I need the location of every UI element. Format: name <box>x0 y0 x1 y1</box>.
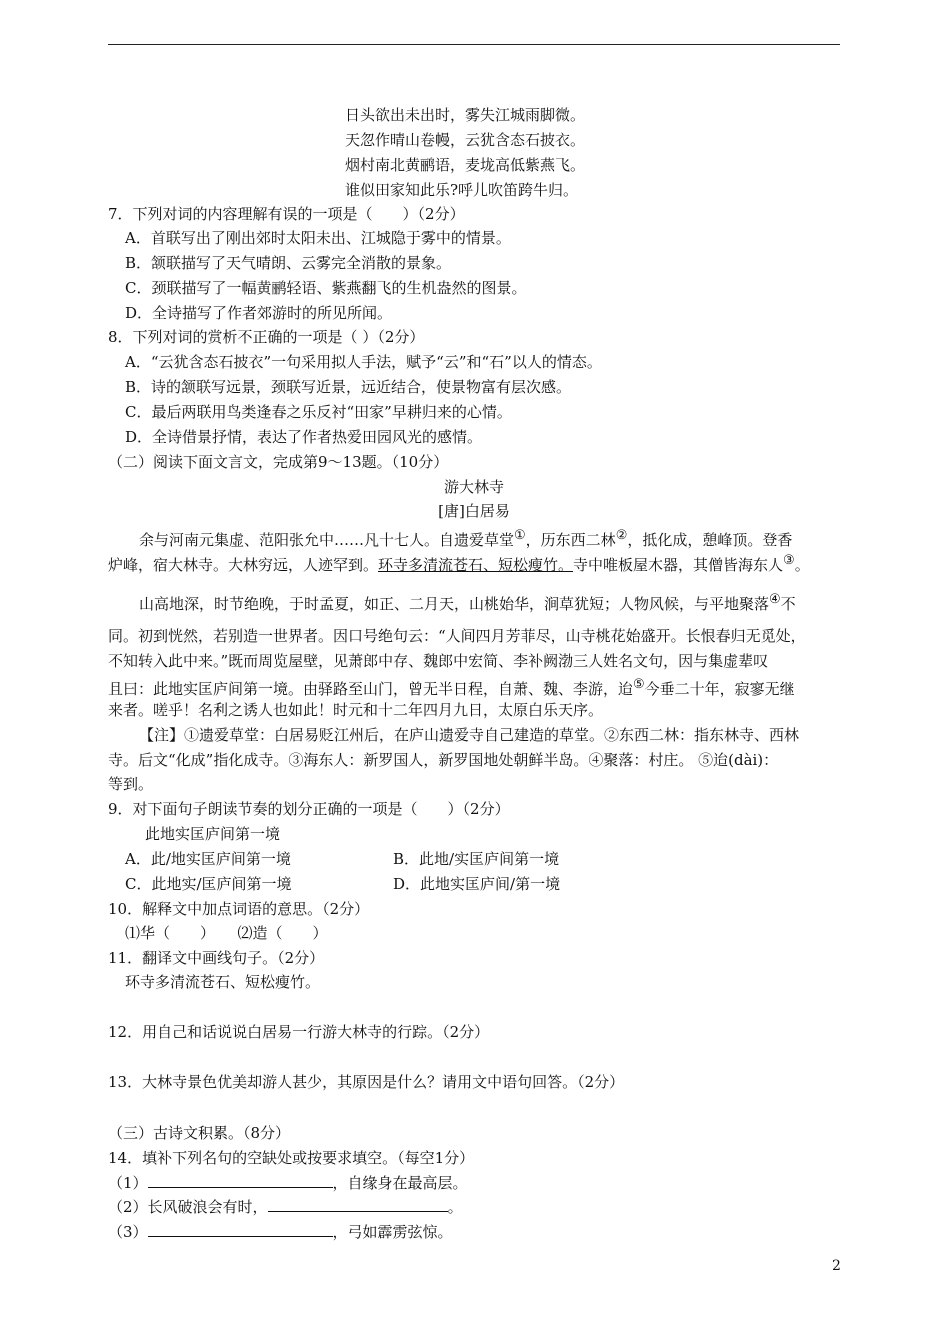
question-14-item-1: （1） ，自缘身在最高层。 <box>108 1174 468 1192</box>
poem-line-2: 天忽作晴山卷幔，云犹含态石披衣。 <box>345 131 586 149</box>
essay-para-2-line-3: 不知转入此中来。”既而周览屋壁，见萧郎中存、魏郎中宏简、李补阙渤三人姓名文句，因与集虚辈叹 <box>108 652 769 670</box>
poem-line-1: 日头欲出未出时，雾失江城雨脚微。 <box>345 106 586 124</box>
question-10-stem: 10．解释文中加点词语的意思。（2分） <box>108 900 370 918</box>
question-8-option-d: D．全诗借景抒情，表达了作者热爱田园风光的感情。 <box>125 428 483 446</box>
essay-para-1-line-1: 余与河南元集虚、范阳张允中……凡十七人。自遗爱草堂①，历东西二林②，抵化成，憩峰顶。登香 <box>139 528 793 549</box>
essay-para-1-line-2: 炉峰，宿大林寺。大林穷远，人迹罕到。环寺多清流苍石、短松瘦竹。寺中唯板屋木器，其僧皆海东人③。 <box>108 553 810 574</box>
question-7-option-b: B．颔联描写了天气晴朗、云雾完全消散的景象。 <box>125 254 452 272</box>
poem-line-4: 谁似田家知此乐?呼儿吹笛跨牛归。 <box>345 181 579 199</box>
essay-title: 游大林寺 <box>443 478 504 496</box>
question-14-stem: 14．填补下列名句的空缺处或按要求填空。（每空1分） <box>108 1149 475 1167</box>
question-14-item-3: （3） ，弓如霹雳弦惊。 <box>108 1223 453 1241</box>
question-11-sentence: 环寺多清流苍石、短松瘦竹。 <box>125 973 321 991</box>
note-ref-5: ⑤ <box>633 677 645 692</box>
fill-blank-3[interactable] <box>148 1222 333 1237</box>
question-13: 13．大林寺景色优美却游人甚少，其原因是什么？请用文中语句回答。（2分） <box>108 1073 625 1091</box>
fill-blank-1[interactable] <box>148 1173 333 1188</box>
essay-para-2-line-4: 且曰：此地实匡庐间第一境。由驿路至山门，曾无半日程，自萧、魏、李游，迨⑤今垂二十年，寂寥无继 <box>108 677 795 698</box>
note-ref-4: ④ <box>769 592 781 607</box>
essay-para-2-line-5: 来者。嗟乎！名利之诱人也如此！时元和十二年四月九日，太原白乐天序。 <box>108 701 604 719</box>
essay-para-2-line-2: 同。初到恍然，若别造一世界者。因口号绝句云：“人间四月芳菲尽，山寺桃花始盛开。长恨春归无觅处， <box>108 627 806 645</box>
question-10-items: ⑴华（ ） ⑵造（ ） <box>125 924 328 942</box>
question-8-option-a: A．“云犹含态石披衣”一句采用拟人手法，赋予“云”和“石”以人的情态。 <box>125 353 602 371</box>
section-3-heading: （三）古诗文积累。（8分） <box>108 1124 291 1142</box>
essay-para-2-line-1: 山高地深，时节绝晚，于时孟夏，如正、二月天，山桃始华，涧草犹短；人物风候，与平地聚落④不 <box>139 592 796 613</box>
question-9-option-b: B．此地/实匡庐间第一境 <box>393 850 560 868</box>
question-9-option-d: D．此地实匡庐间/第一境 <box>393 875 561 893</box>
note-ref-3: ③ <box>783 553 795 568</box>
note-ref-1: ① <box>514 528 526 543</box>
question-7-option-d: D．全诗描写了作者郊游时的所见所闻。 <box>125 304 393 322</box>
page-number: 2 <box>832 1258 841 1274</box>
notes-line-2: 寺。后文“化成”指化成寺。③海东人：新罗国人，新罗国地处朝鲜半岛。④聚落：村庄。 ⑤迨(dài)： <box>108 751 779 769</box>
question-8-stem: 8．下列对词的赏析不正确的一项是（ ）（2分） <box>108 328 425 346</box>
note-ref-2: ② <box>615 528 628 543</box>
question-8-option-b: B．诗的颔联写远景，颈联写近景，远近结合，使景物富有层次感。 <box>125 378 572 396</box>
question-9-option-a: A．此/地实匡庐间第一境 <box>125 850 291 868</box>
question-14-item-2: （2）长风破浪会有时， 。 <box>108 1198 463 1216</box>
question-12: 12．用自己和话说说白居易一行游大林寺的行踪。（2分） <box>108 1023 490 1041</box>
notes-line-1: 【注】①遗爱草堂：白居易贬江州后，在庐山遗爱寺自己建造的草堂。②东西二林：指东林寺、西林 <box>139 726 800 744</box>
poem-line-3: 烟村南北黄鹂语，麦垅高低紫燕飞。 <box>345 156 586 174</box>
essay-author: [唐]白居易 <box>438 502 510 520</box>
question-9-sentence: 此地实匡庐间第一境 <box>145 825 281 843</box>
header-rule <box>108 44 840 45</box>
question-9-option-c: C．此地实/匡庐间第一境 <box>125 875 292 893</box>
question-7-option-a: A．首联写出了刚出郊时太阳未出、江城隐于雾中的情景。 <box>125 229 511 247</box>
underlined-sentence: 环寺多清流苍石、短松瘦竹。 <box>378 556 574 574</box>
question-9-stem: 9．对下面句子朗读节奏的划分正确的一项是（ ）（2分） <box>108 800 510 818</box>
fill-blank-2[interactable] <box>268 1197 448 1212</box>
question-7-stem: 7．下列对词的内容理解有误的一项是（ ）（2分） <box>108 205 465 223</box>
question-8-option-c: C．最后两联用鸟类逢春之乐反衬“田家”早耕归来的心情。 <box>125 403 512 421</box>
section-2-heading: （二）阅读下面文言文，完成第9～13题。（10分） <box>108 453 449 471</box>
notes-line-3: 等到。 <box>108 775 154 793</box>
question-7-option-c: C．颈联描写了一幅黄鹂轻语、紫燕翻飞的生机盎然的图景。 <box>125 279 527 297</box>
question-11-stem: 11．翻译文中画线句子。（2分） <box>108 949 325 967</box>
